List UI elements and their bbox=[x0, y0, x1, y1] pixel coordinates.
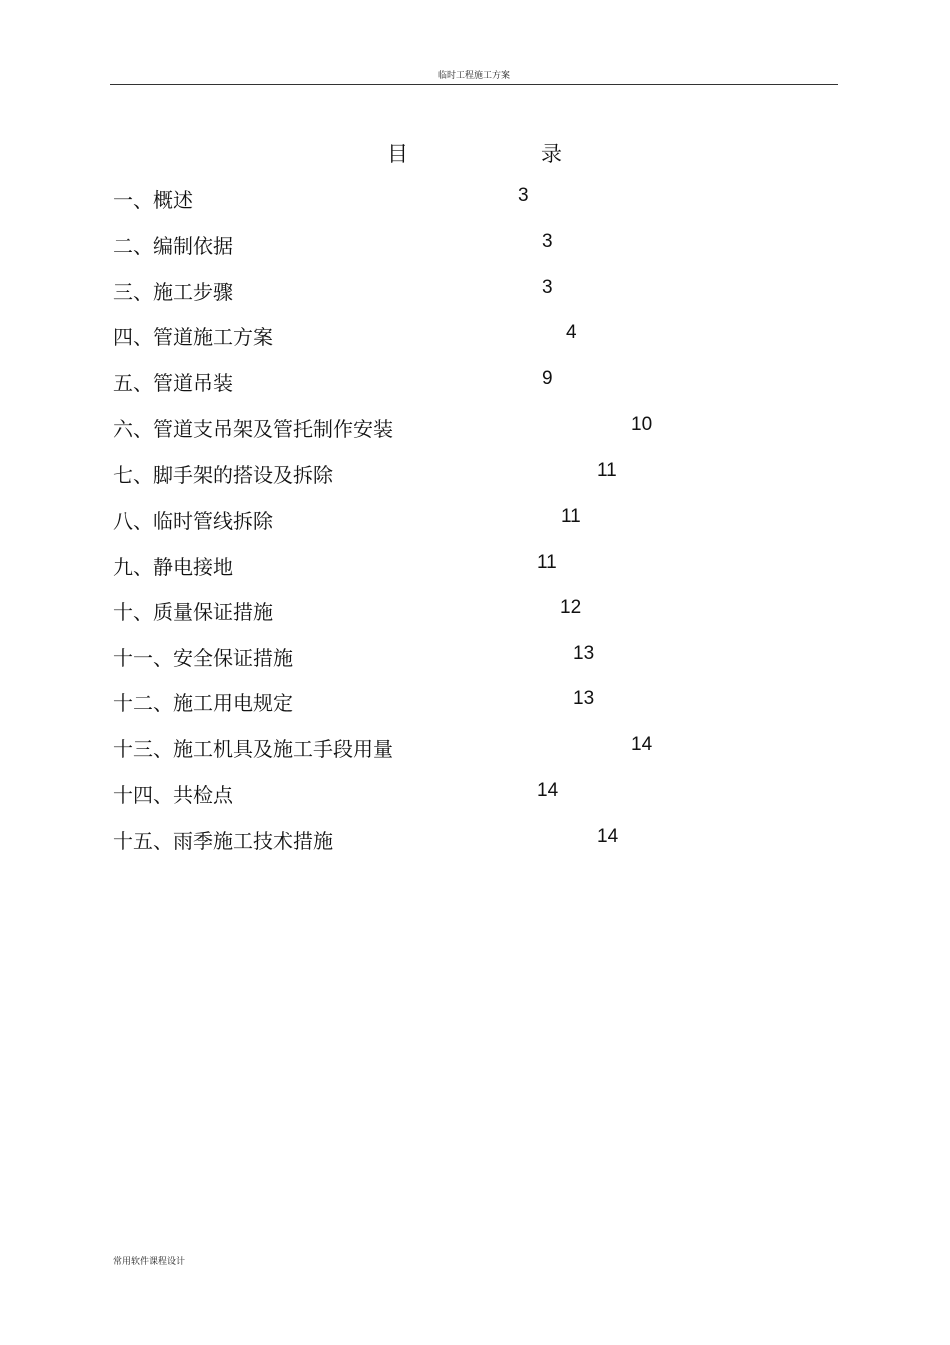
toc-entry-11[interactable] bbox=[113, 642, 713, 672]
toc-entry-page: 13 bbox=[573, 688, 595, 709]
toc-entry-6[interactable] bbox=[113, 413, 713, 443]
toc-entry-page: 14 bbox=[597, 826, 619, 847]
toc-entry-label: 十二、施工用电规定 bbox=[113, 691, 293, 715]
toc-entry-2[interactable] bbox=[113, 230, 713, 260]
toc-entry-13[interactable] bbox=[113, 733, 713, 763]
toc-entry-page: 11 bbox=[597, 460, 617, 481]
toc-entry-page: 3 bbox=[542, 277, 553, 298]
toc-entry-1[interactable] bbox=[113, 184, 713, 214]
toc-entry-label: 二、编制依据 bbox=[113, 234, 233, 258]
toc-entry-label: 七、脚手架的搭设及拆除 bbox=[113, 463, 333, 487]
toc-entry-5[interactable] bbox=[113, 367, 713, 397]
toc-entry-page: 13 bbox=[573, 643, 595, 664]
toc-entry-label: 一、概述 bbox=[113, 188, 193, 212]
toc-entry-label: 十三、施工机具及施工手段用量 bbox=[113, 737, 393, 761]
toc-entry-page: 10 bbox=[631, 414, 653, 435]
toc-entry-page: 3 bbox=[542, 231, 553, 252]
toc-entry-label: 六、管道支吊架及管托制作安装 bbox=[113, 417, 393, 441]
header-title: 临时工程施工方案 bbox=[437, 71, 510, 81]
toc-entry-label: 八、临时管线拆除 bbox=[113, 509, 273, 533]
toc-entry-7[interactable] bbox=[113, 459, 713, 489]
toc-entry-4[interactable] bbox=[113, 321, 713, 351]
toc-entry-page: 4 bbox=[566, 322, 577, 343]
toc-entry-10[interactable] bbox=[113, 596, 713, 626]
toc-entry-label: 十、质量保证措施 bbox=[113, 600, 273, 624]
toc-entry-3[interactable] bbox=[113, 276, 713, 306]
toc-title-left: 目 bbox=[387, 142, 408, 166]
page-footer: 常用软件课程设计 bbox=[113, 1257, 186, 1267]
toc-entry-page: 14 bbox=[631, 734, 653, 755]
toc-entry-label: 四、管道施工方案 bbox=[113, 325, 273, 349]
toc-entry-page: 11 bbox=[561, 506, 581, 527]
toc-entry-page: 12 bbox=[560, 597, 582, 618]
toc-entry-page: 14 bbox=[537, 780, 559, 801]
toc-entry-label: 三、施工步骤 bbox=[113, 280, 233, 304]
toc-entry-page: 11 bbox=[537, 552, 557, 573]
toc-entry-label: 十一、安全保证措施 bbox=[113, 646, 293, 670]
toc-entry-12[interactable] bbox=[113, 687, 713, 717]
toc-entry-label: 十四、共检点 bbox=[113, 783, 233, 807]
page-header bbox=[110, 60, 838, 85]
toc-entry-label: 九、静电接地 bbox=[113, 555, 233, 579]
toc-entry-8[interactable] bbox=[113, 505, 713, 535]
toc-entry-page: 9 bbox=[542, 368, 553, 389]
toc-title-right: 录 bbox=[541, 142, 562, 166]
toc-entry-9[interactable] bbox=[113, 551, 713, 581]
toc-entry-label: 五、管道吊装 bbox=[113, 371, 233, 395]
toc-entry-label: 十五、雨季施工技术措施 bbox=[113, 829, 333, 853]
toc-entry-15[interactable] bbox=[113, 825, 713, 855]
toc-entry-14[interactable] bbox=[113, 779, 713, 809]
toc-entry-page: 3 bbox=[518, 185, 529, 206]
